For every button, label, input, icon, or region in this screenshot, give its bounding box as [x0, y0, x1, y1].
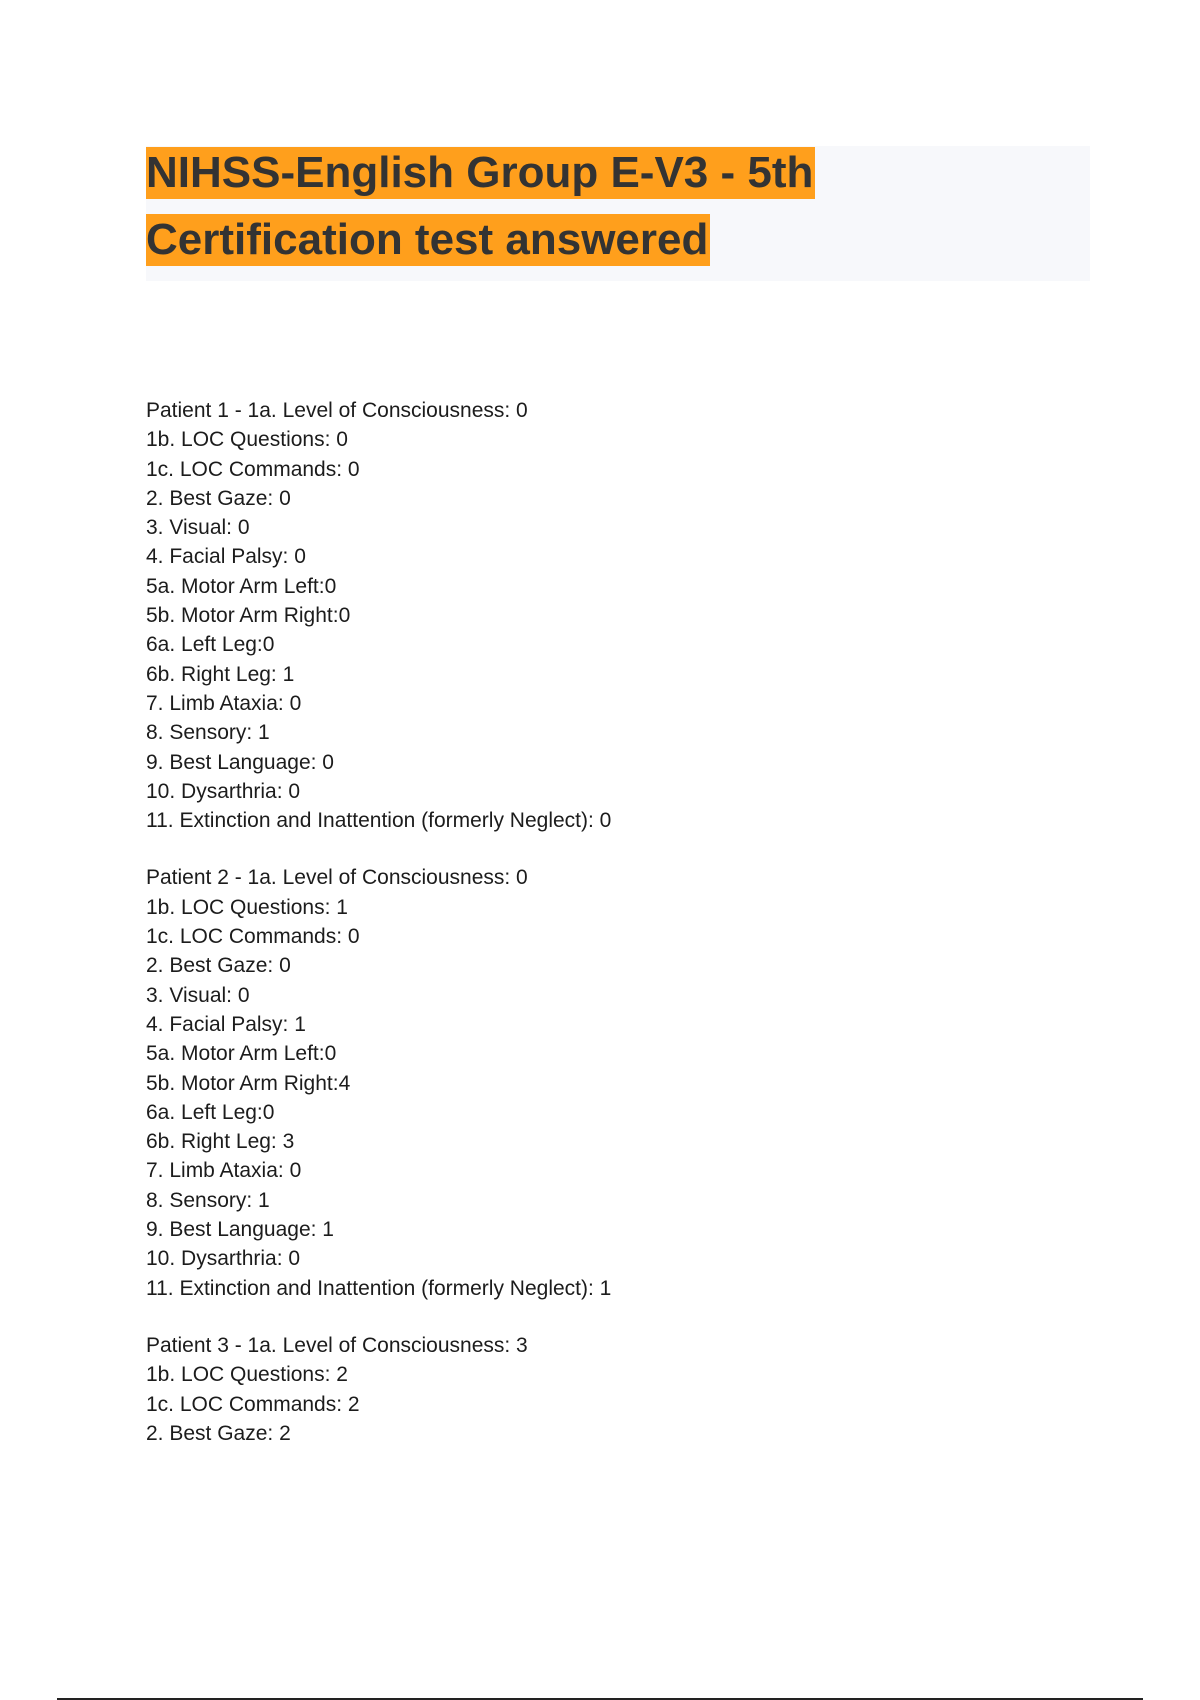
patient-block-1 — [146, 396, 1046, 835]
answer-line: 1c. LOC Commands: 0 — [146, 457, 360, 481]
patient-header-line: Patient 1 - 1a. Level of Consciousness: 0 — [146, 399, 528, 422]
patient-block-3 — [146, 1331, 1046, 1448]
answer-line: 7. Limb Ataxia: 0 — [146, 691, 302, 715]
answer-line: 5b. Motor Arm Right:0 — [146, 604, 351, 628]
answer-line: 1b. LOC Questions: 1 — [146, 895, 348, 919]
answer-line: 6b. Right Leg: 1 — [146, 662, 295, 686]
answer-line: 1c. LOC Commands: 0 — [146, 925, 360, 949]
answer-line: 9. Best Language: 1 — [146, 1218, 334, 1242]
answer-line: 2. Best Gaze: 0 — [146, 486, 291, 510]
answer-line: 11. Extinction and Inattention (formerly Neglect): 0 — [146, 809, 612, 833]
answer-line: 4. Facial Palsy: 0 — [146, 545, 306, 569]
answer-line: 8. Sensory: 1 — [146, 1188, 270, 1212]
answer-line: 10. Dysarthria: 0 — [146, 1247, 301, 1271]
answer-line: 10. Dysarthria: 0 — [146, 779, 301, 803]
answer-line: 6a. Left Leg:0 — [146, 633, 275, 657]
answer-line: 1c. LOC Commands: 2 — [146, 1392, 360, 1416]
answer-line: 9. Best Language: 0 — [146, 750, 334, 774]
document-title-line-1: NIHSS-English Group E-V3 - 5th — [146, 148, 814, 197]
patient-block-2 — [146, 863, 1046, 1302]
answer-line: 6b. Right Leg: 3 — [146, 1130, 295, 1154]
answer-line: 5b. Motor Arm Right:4 — [146, 1071, 351, 1095]
answer-line: 1b. LOC Questions: 2 — [146, 1363, 348, 1387]
answer-line: 5a. Motor Arm Left:0 — [146, 574, 337, 598]
answer-line: 3. Visual: 0 — [146, 983, 250, 1007]
answer-line: 5a. Motor Arm Left:0 — [146, 1042, 337, 1066]
answer-line: 3. Visual: 0 — [146, 516, 250, 540]
answer-line: 4. Facial Palsy: 1 — [146, 1012, 306, 1036]
answer-line: 6a. Left Leg:0 — [146, 1100, 275, 1124]
answer-line: 2. Best Gaze: 2 — [146, 1421, 291, 1445]
answer-line: 11. Extinction and Inattention (formerly Neglect): 1 — [146, 1276, 612, 1300]
answer-line: 7. Limb Ataxia: 0 — [146, 1159, 302, 1183]
patient-header-line: Patient 3 - 1a. Level of Consciousness: 3 — [146, 1333, 528, 1357]
document-title-line-2: Certification test answered — [146, 215, 709, 264]
patient-header-line: Patient 2 - 1a. Level of Consciousness: 0 — [146, 866, 528, 890]
answer-line: 2. Best Gaze: 0 — [146, 954, 291, 978]
answer-line: 1b. LOC Questions: 0 — [146, 428, 348, 452]
patient-answers — [146, 396, 1046, 1476]
answer-line: 8. Sensory: 1 — [146, 721, 270, 745]
